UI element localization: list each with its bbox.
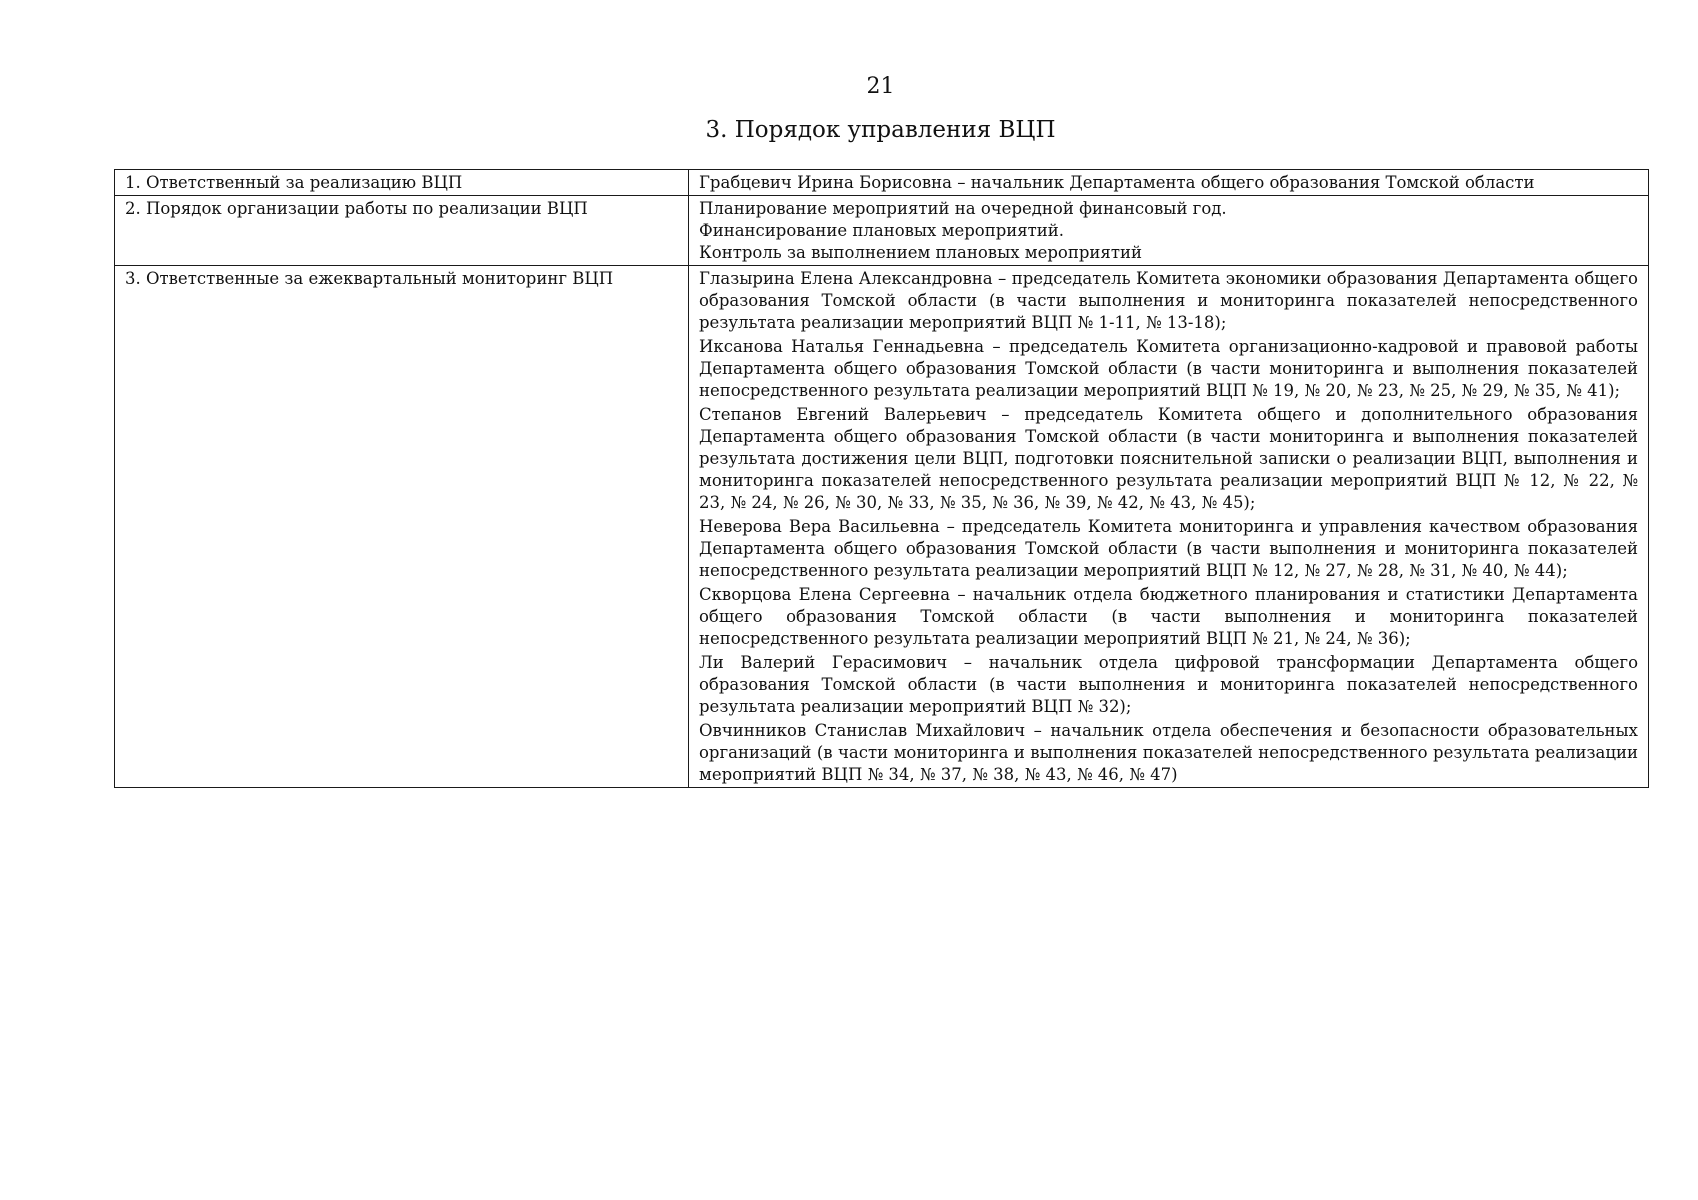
content-paragraph: Ли Валерий Герасимович – начальник отдела цифровой трансформации Департамента общего образования Томской области (в части выполнения и мониторинга показателей непосредственного результата реализации мероприятий ВЦП № 32); [699,653,1638,716]
content-paragraph: Овчинников Станислав Михайлович – начальник отдела обеспечения и безопасности образовательных организаций (в части мониторинга и выполнения показателей непосредственного результата реализации мероприятий ВЦП № 34, № 37, № 38, № 43, № 46, № 47) [699,721,1638,784]
content-paragraph: Грабцевич Ирина Борисовна – начальник Департамента общего образования Томской области [699,173,1535,192]
row-label-responsible: 1. Ответственный за реализацию ВЦП [115,170,689,196]
page-number: 21 [866,74,895,99]
content-line: Контроль за выполнением плановых мероприятий [699,243,1142,262]
content-paragraph: Скворцова Елена Сергеевна – начальник отдела бюджетного планирования и статистики Департамента общего образования Томской области (в части выполнения и мониторинга показателей непосредственного результата реализации мероприятий ВЦП № 21, № 24, № 36); [699,585,1638,648]
content-paragraph: Иксанова Наталья Геннадьевна – председатель Комитета организационно-кадровой и правовой работы Департамента общего образования Томской области (в части мониторинга и выполнения показателей непосредственного результата реализации мероприятий ВЦП № 19, № 20, № 23, № 25, № 29, № 35, № 41); [699,337,1638,400]
row-content-responsible [689,170,1649,196]
content-paragraph: Степанов Евгений Валерьевич – председатель Комитета общего и дополнительного образования Департамента общего образования Томской области (в части мониторинга и выполнения показателей результата достижения цели ВЦП, подготовки пояснительной записки о реализации ВЦП, выполнения и мониторинга показателей непосредственного результата реализации мероприятий ВЦП № 12, № 22, № 23, № 24, № 26, № 30, № 33, № 35, № 36, № 39, № 42, № 43, № 45); [699,405,1638,512]
row-content-monitoring [689,266,1649,788]
content-line: Финансирование плановых мероприятий. [699,221,1065,240]
section-title: 3. Порядок управления ВЦП [705,117,1056,143]
row-label-monitoring: 3. Ответственные за ежеквартальный мониторинг ВЦП [115,266,689,788]
table-row [115,196,1649,266]
content-line: Планирование мероприятий на очередной финансовый год. [699,199,1227,218]
table-row [115,170,1649,196]
row-label-work-procedure: 2. Порядок организации работы по реализации ВЦП [115,196,689,266]
table-row [115,266,1649,788]
row-content-work-procedure [689,196,1649,266]
content-paragraph: Неверова Вера Васильевна – председатель Комитета мониторинга и управления качеством образования Департамента общего образования Томской области (в части выполнения и мониторинга показателей непосредственного результата реализации мероприятий ВЦП № 12, № 27, № 28, № 31, № 40, № 44); [699,517,1638,580]
management-table [114,169,1649,788]
content-paragraph: Глазырина Елена Александровна – председатель Комитета экономики образования Департамента общего образования Томской области (в части выполнения и мониторинга показателей непосредственного результата реализации мероприятий ВЦП № 1-11, № 13-18); [699,269,1638,332]
